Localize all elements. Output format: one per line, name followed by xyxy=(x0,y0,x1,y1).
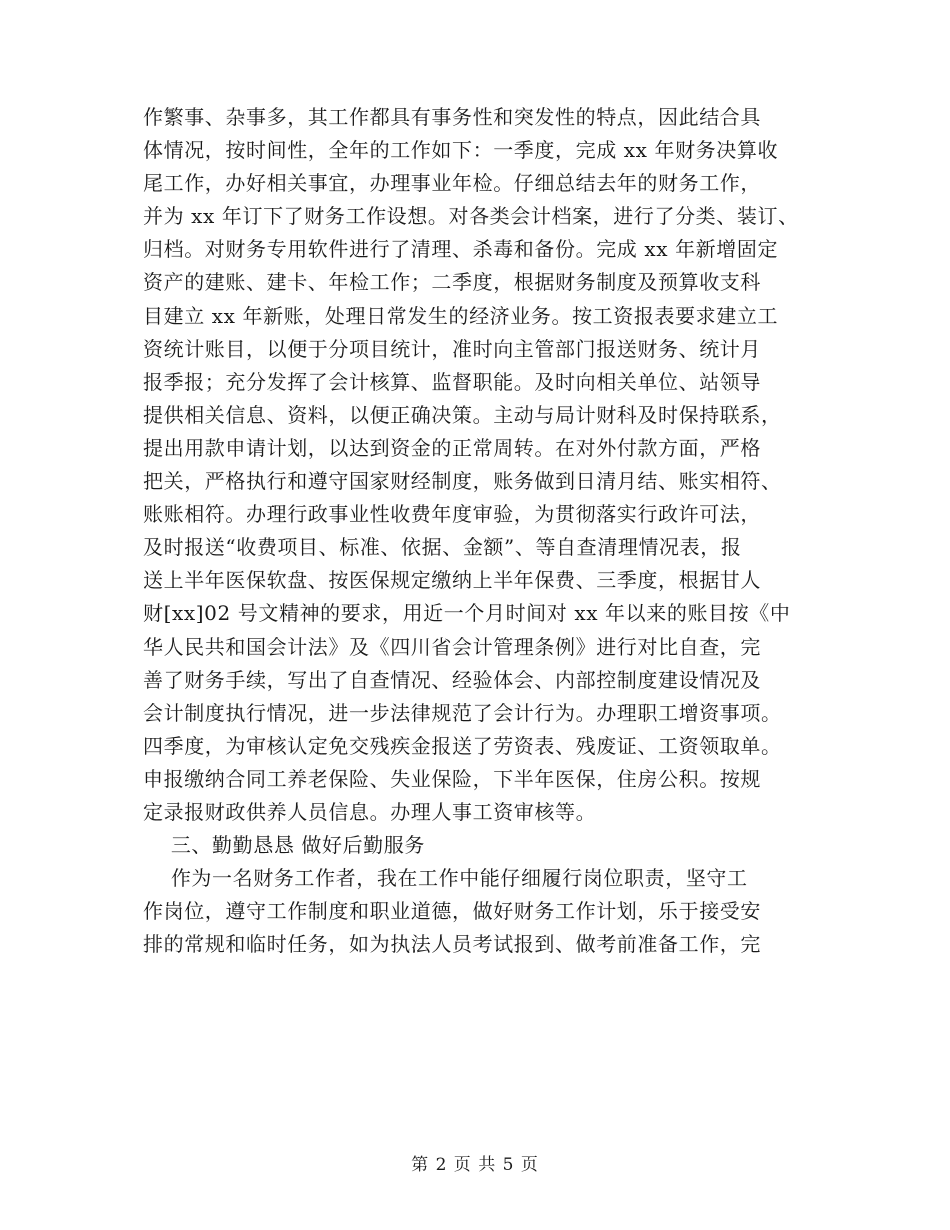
page-footer: 第 2 页 共 5 页 xyxy=(411,1155,539,1175)
text-line: 账账相符。办理行政事业性收费年度审验，为贯彻落实行政许可法， xyxy=(143,502,761,527)
text-line: 并为 xx 年订下了财务工作设想。对各类会计档案，进行了分类、装订、 xyxy=(143,204,799,229)
text-line: 排的常规和临时任务，如为执法人员考试报到、做考前准备工作，完 xyxy=(143,932,761,957)
text-line: 资统计账目，以便于分项目统计，准时向主管部门报送财务、统计月 xyxy=(143,336,761,361)
text-line: 把关，严格执行和遵守国家财经制度，账务做到日清月结、账实相符、 xyxy=(143,469,782,494)
body-text xyxy=(143,101,823,961)
text-line: 华人民共和国会计法》及《四川省会计管理条例》进行对比自查，完 xyxy=(143,634,761,659)
text-line: 体情况，按时间性，全年的工作如下：一季度，完成 xx 年财务决算收 xyxy=(143,138,779,163)
text-line: 送上半年医保软盘、按医保规定缴纳上半年保费、三季度，根据甘人 xyxy=(143,568,761,593)
text-line: 作岗位，遵守工作制度和职业道德，做好财务工作计划，乐于接受安 xyxy=(143,899,761,924)
text-line: 归档。对财务专用软件进行了清理、杀毒和备份。完成 xx 年新增固定 xyxy=(143,237,779,262)
text-line: 作繁事、杂事多，其工作都具有事务性和突发性的特点，因此结合具 xyxy=(143,105,761,129)
text-line: 三、勤勤恳恳 做好后勤服务 xyxy=(143,833,425,858)
text-line: 会计制度执行情况，进一步法律规范了会计行为。办理职工增资事项。 xyxy=(143,700,782,725)
text-line: 善了财务手续，写出了自查情况、经验体会、内部控制度建设情况及 xyxy=(143,667,761,692)
text-line: 提供相关信息、资料，以便正确决策。主动与局计财科及时保持联系， xyxy=(143,402,782,427)
text-line: 资产的建账、建卡、年检工作；二季度，根据财务制度及预算收支科 xyxy=(143,270,761,295)
text-line: 四季度，为审核认定免交残疾金报送了劳资表、残废证、工资领取单。 xyxy=(143,733,782,758)
text-line: 及时报送“收费项目、标准、依据、金额”、等自查清理情况表，报 xyxy=(143,535,742,560)
text-line: 报季报；充分发挥了会计核算、监督职能。及时向相关单位、站领导 xyxy=(143,369,761,394)
text-line: 提出用款申请计划，以达到资金的正常周转。在对外付款方面，严格 xyxy=(143,435,761,460)
text-line: 作为一名财务工作者，我在工作中能仔细履行岗位职责，坚守工 xyxy=(143,866,748,891)
text-line: 申报缴纳合同工养老保险、失业保险，下半年医保，住房公积。按规 xyxy=(143,766,761,791)
text-line: 财[xx]02 号文精神的要求，用近一个月时间对 xx 年以来的账目按《中 xyxy=(143,601,791,626)
text-line: 定录报财政供养人员信息。办理人事工资审核等。 xyxy=(143,799,597,824)
text-line: 目建立 xx 年新账，处理日常发生的经济业务。按工资报表要求建立工 xyxy=(143,303,779,328)
text-line: 尾工作，办好相关事宜，办理事业年检。仔细总结去年的财务工作， xyxy=(143,171,761,196)
